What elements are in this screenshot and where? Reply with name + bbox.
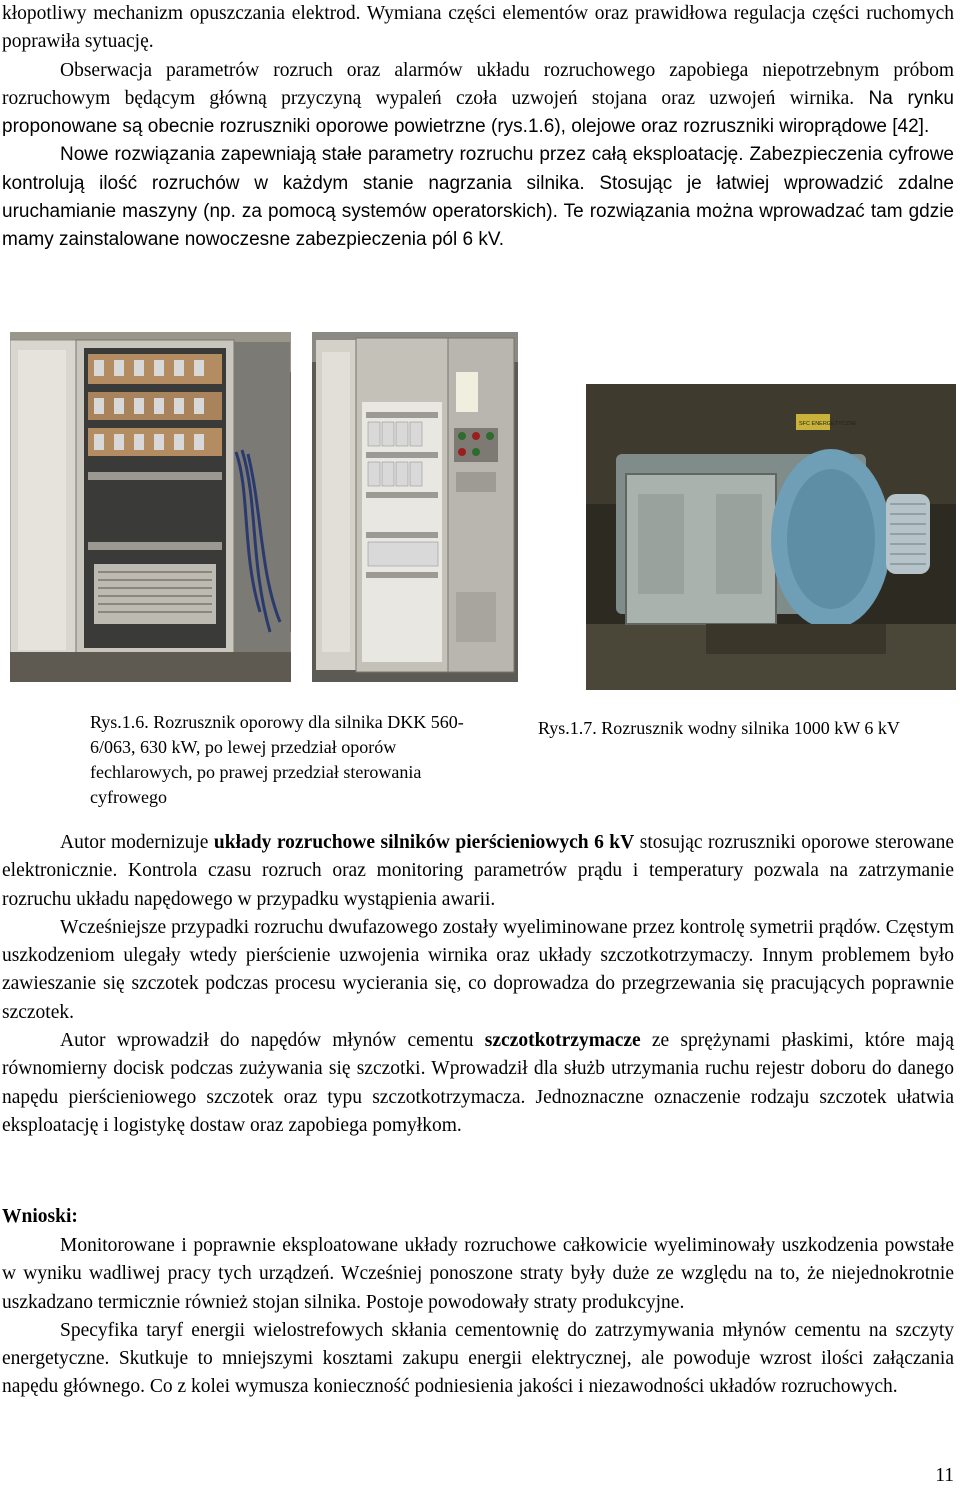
conclusions-block [2,1232,954,1402]
figure-1-7-caption: Rys.1.7. Rozrusznik wodny silnika 1000 kW 6 kV [538,718,900,738]
conclusions-paragraph-2: Specyfika taryf energii wielostrefowych skłania cementownię do zatrzymywania młynów cementu na szczyty energetyczne. Skutkuje to mniejszymi kosztami zakupu energii elektrycznej, ale powoduje wzrost ilości załączania napędu głównego. Co z kolei wymusza konieczność podniesienia jakości i niezawodności układów rozruchowych. [2,1319,954,1398]
body-paragraph-1-bold: układy rozruchowe silników pierścieniowych 6 kV [213,832,635,853]
body-paragraph-1-post: stosując rozruszniki oporowe sterowane elektronicznie. Kontrola czasu rozruch oraz monitoring parametrów prądu i temperatury pozwala na zatrzymanie rozruchu układu napędowego w przypadku wystąpienia awarii. [2,832,954,910]
body-paragraph-3-pre: Autor wprowadził do napędów młynów cementu [60,1030,485,1052]
body-paragraph-1 [2,829,954,914]
top-paragraph-2-part-a: Obserwacja parametrów rozruch oraz alarmów układu rozruchowego zapobiega niepotrzebnym próbom rozruchowym będącym główną przyczyną wypaleń czoła uzwojeń stojana oraz uzwojeń wirnika. [2,59,954,109]
photo-control-cabinet [312,332,518,682]
body-paragraph-2: Wcześniejsze przypadki rozruchu dwufazowego zostały wyeliminowane przez kontrolę symetrii prądów. Częstym uszkodzeniom ulegały wtedy pierścienie uzwojenia wirnika oraz układy szczotkotrzymaczy. Innym problemem było zawieszanie się szczotek podczas procesu wycierania się, co doprowadza do przegrzewania się pracujących poprawnie szczotek. [2,916,954,1023]
page-number: 11 [935,1465,954,1486]
body-paragraph-1-pre: Autor modernizuje [60,832,214,853]
conclusions-heading: Wnioski: [2,1206,78,1227]
photo-resistor-cabinet [10,332,291,682]
conclusions-paragraph-1: Monitorowane i poprawnie eksploatowane układy rozruchowe całkowicie wyeliminowały uszkodzenia powstałe w wyniku wadliwej pracy tych urządzeń. Wcześniej ponoszone straty były duże ze względu na to, że niejednokrotnie uszkadzano termicznie również stojan silnika. Postoje powodowały straty produkcyjne. [2,1235,954,1313]
figure-1-6-caption: Rys.1.6. Rozrusznik oporowy dla silnika DKK 560-6/063, 630 kW, po lewej przedział oporów fechlarowych, po prawej przedział sterowania cyfrowego [90,712,464,807]
top-paragraph-2 [2,57,954,142]
top-paragraph-3: Nowe rozwiązania zapewniają stałe parametry rozruchu przez całą eksploatację. Zabezpieczenia cyfrowe kontrolują ilość rozruchów w każdym stanie nagrzania silnika. Stosując je łatwiej wprowadzić zdalne uruchamianie maszyny (np. za pomocą systemów operatorskich). Te rozwiązania można wprowadzać tam gdzie mamy zainstalowane nowoczesne zabezpieczenia pól 6 kV. [2,144,954,251]
body-paragraph-3-post: ze sprężynami płaskimi, które mają równomierny docisk podczas zużywania się szczotki. Wprowadził dla służb utrzymania ruchu rejestr doboru do danego napędu pierścieniowego szczotek oraz typu szczotkotrzymacza. Jednoznaczne oznaczenie rodzaju szczotek ułatwia eksploatację i logistykę dostaw oraz zapobiega pomyłkom. [2,1030,954,1136]
top-paragraph-2-part-b: Na rynku proponowane są obecnie rozruszniki oporowe powietrzne (rys.1.6), olejowe oraz rozruszniki wiroprądowe [42]. [2,87,954,138]
body-paragraph-3-bold: szczotkotrzymacze [484,1030,641,1052]
photo-sign-text: SFC ENERGETYCZNE [799,421,857,427]
photo-water-starter [586,384,956,690]
body-paragraph-3 [2,1027,954,1140]
body-text-block [2,829,954,1140]
top-text-block [2,0,954,255]
top-paragraph-1: kłopotliwy mechanizm opuszczania elektrod. Wymiana części elementów oraz prawidłowa regulacja części ruchomych poprawiła sytuację. [2,3,954,53]
